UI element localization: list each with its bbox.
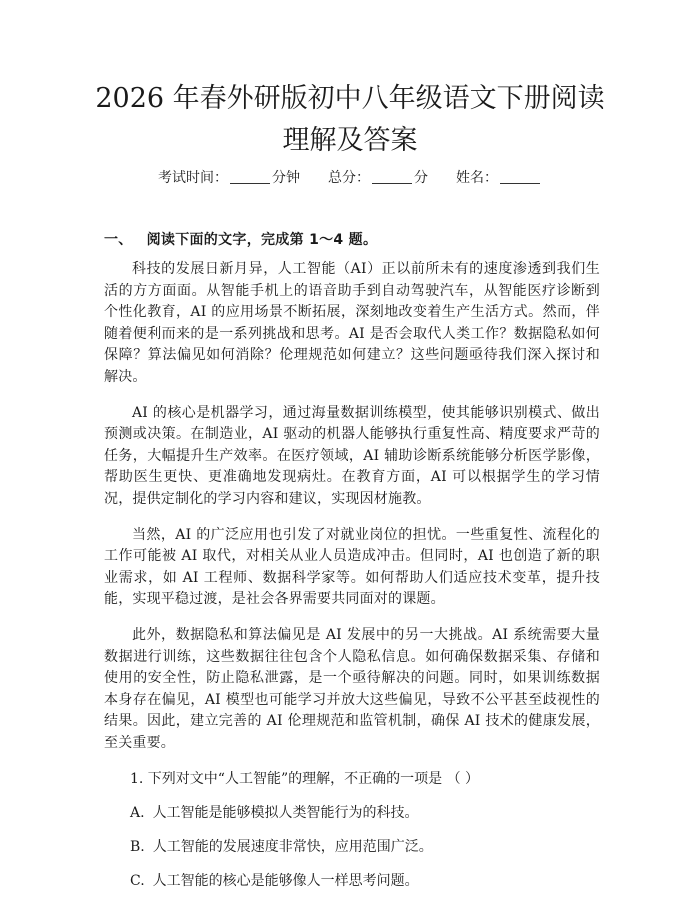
question-1-option-b xyxy=(104,836,600,858)
option-letter: B. xyxy=(130,839,145,856)
total-score-unit: 分 xyxy=(414,170,428,186)
section-heading xyxy=(104,230,377,250)
question-1-option-a xyxy=(104,802,600,824)
option-text: 人工智能的核心是能够像人一样思考问题。 xyxy=(152,873,419,890)
option-text: 人工智能是能够模拟人类智能行为的科技。 xyxy=(152,805,419,822)
total-score-label: 总分： xyxy=(328,170,370,186)
option-letter: C. xyxy=(130,873,145,890)
passage-paragraph: 科技的发展日新月异，人工智能（AI）正以前所未有的速度渗透到我们生活的方方面面。从智能手机上的语音助手到自动驾驶汽车，从智能医疗诊断到个性化教育，AI 的应用场景不断拓展，深刻地改变着生产生活方式。然而，伴随着便利而来的是一系列挑战和思考。AI 是否会取代人类工作？数据隐私如何保障？算法偏见如何消除？伦理规范如何建立？这些问题亟待我们深入探讨和解决。 xyxy=(104,261,600,385)
passage-paragraph: AI 的核心是机器学习，通过海量数据训练模型，使其能够识别模式、做出预测或决策。在制造业，AI 驱动的机器人能够执行重复性高、精度要求严苛的任务，大幅提升生产效率。在医疗领域，AI 辅助诊断系统能够分析医学影像，帮助医生更快、更准确地发现病灶。在教育方面，AI 可以根据学生的学习情况，提供定制化的学习内容和建议，实现因材施教。 xyxy=(104,404,600,507)
passage-paragraph: 当然，AI 的广泛应用也引发了对就业岗位的担忧。一些重复性、流程化的工作可能被 AI 取代，对相关从业人员造成冲击。但同时，AI 也创造了新的职业需求，如 AI 工程师、数据科学家等。如何帮助人们适应技术变革，提升技能，实现平稳过渡，是社会各界需要共同面对的课题。 xyxy=(104,526,600,608)
exam-time-field xyxy=(158,170,300,186)
student-name-label: 姓名： xyxy=(456,170,498,186)
document-title: 2026 年春外研版初中八年级语文下册阅读理解及答案 xyxy=(95,83,605,156)
total-score-blank xyxy=(372,169,412,184)
option-letter: A. xyxy=(130,805,145,822)
reading-passage xyxy=(104,259,600,892)
exam-time-unit: 分钟 xyxy=(272,170,300,186)
question-1-option-c xyxy=(104,870,600,892)
exam-time-blank xyxy=(230,169,270,184)
student-name-blank xyxy=(500,169,540,184)
section-number: 一、 xyxy=(104,232,133,248)
passage-paragraph: 此外，数据隐私和算法偏见是 AI 发展中的另一大挑战。AI 系统需要大量数据进行训练，这些数据往往包含个人隐私信息。如何确保数据采集、存储和使用的安全性，防止隐私泄露，是一个亟待解决的问题。同时，如果训练数据本身存在偏见，AI 模型也可能学习并放大这些偏见，导致不公平甚至歧视性的结果。因此，建立完善的 AI 伦理规范和监管机制，确保 AI 技术的健康发展，至关重要。 xyxy=(104,626,600,751)
question-1-stem: 1. 下列对文中“人工智能”的理解，不正确的一项是 （ ） xyxy=(130,771,480,788)
student-name-field xyxy=(456,170,542,186)
total-score-field xyxy=(328,170,428,186)
exam-info-line xyxy=(0,168,700,188)
section-instruction: 阅读下面的文字，完成第 1～4 题。 xyxy=(146,232,378,248)
exam-time-label: 考试时间： xyxy=(158,170,228,186)
option-text: 人工智能的发展速度非常快，应用范围广泛。 xyxy=(152,839,433,856)
